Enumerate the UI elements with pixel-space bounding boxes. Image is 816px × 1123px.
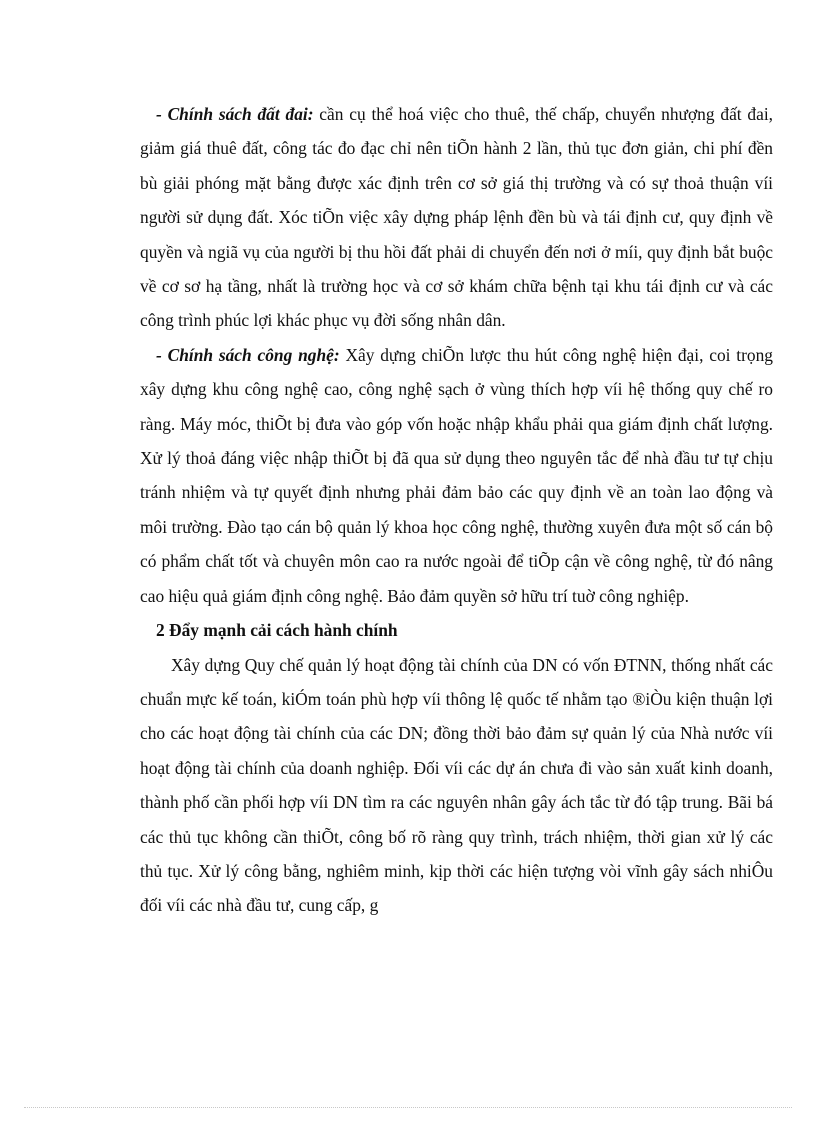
tech-policy-text: Xây dựng chiÕn lược thu hút công nghệ hiện đại, coi trọng xây dựng khu công nghệ cao, công nghệ sạch ở vùng thích hợp víi hệ thống quy chế ro ràng. Máy móc, thiÕt bị đưa vào góp vốn hoặc nhập khẩu phải qua giám định chất lượng. Xử lý thoả đáng việc nhập thiÕt bị đã qua sử dụng theo nguyên tắc để nhà đầu tư tự chịu tránh nhiệm và tự quyết định nhưng phải đảm bảo các quy định về an toàn lao động và môi trường. Đào tạo cán bộ quản lý khoa học công nghệ, thường xuyên đưa một số cán bộ có phẩm chất tốt và chuyên môn cao ra nước ngoài để tiÕp cận về công nghệ, từ đó nâng cao hiệu quả giám định công nghệ. Bảo đảm quyền sở hữu trí tuờ công nghiệp. [140, 344, 773, 606]
page-bottom-divider [24, 1107, 792, 1108]
section-heading: 2 Đẩy mạnh cải cách hành chính [156, 620, 398, 641]
tech-policy-label: - Chính sách công nghệ: [156, 344, 340, 365]
land-policy-text: cần cụ thể hoá việc cho thuê, thế chấp, chuyển nhượng đất đai, giảm giá thuê đất, công tác đo đạc chỉ nên tiÕn hành 2 lần, thủ tục đơn giản, chi phí đền bù giải phóng mặt bằng được xác định trên cơ sở giá thị trường và có sự thoả thuận víi người sử dụng đất. Xóc tiÕn việc xây dựng pháp lệnh đền bù và tái định cư, quy định về quyền và ngiã vụ của người bị thu hồi đất phải di chuyển đến nơi ở míi, quy định bắt buộc về cơ sơ hạ tầng, nhất là trường học và cơ sở khám chữa bệnh tại khu tái định cư và các công trình phúc lợi khác phục vụ đời sống nhân dân. [140, 104, 774, 331]
admin-reform-paragraph: Xây dựng Quy chế quản lý hoạt động tài chính của DN có vốn ĐTNN, thống nhất các chuẩn mực kế toán, kiÓm toán phù hợp víi thông lệ quốc tế nhằm tạo ®iÒu kiện thuận lợi cho các hoạt động tài chính của các DN; đồng thời bảo đảm sự quản lý của Nhà nước víi hoạt động tài chính của doanh nghiệp. Đối víi các dự án chưa đi vào sản xuất kinh doanh, thành phố cần phối hợp víi DN tìm ra các nguyên nhân gây ách tắc từ đó tập trung. Bãi bá các thủ tục không cần thiÕt, công bố rõ ràng quy trình, trách nhiệm, thời gian xử lý các thủ tục. Xử lý công bằng, nghiêm minh, kịp thời các hiện tượng vòi vĩnh gây sách nhiÔu đối víi các nhà đầu tư, cung cấp, g [140, 654, 773, 916]
land-policy-paragraph [140, 97, 773, 338]
document-body [140, 97, 773, 923]
tech-policy-paragraph [140, 338, 773, 613]
land-policy-label: - Chính sách đất đai: [156, 104, 314, 124]
